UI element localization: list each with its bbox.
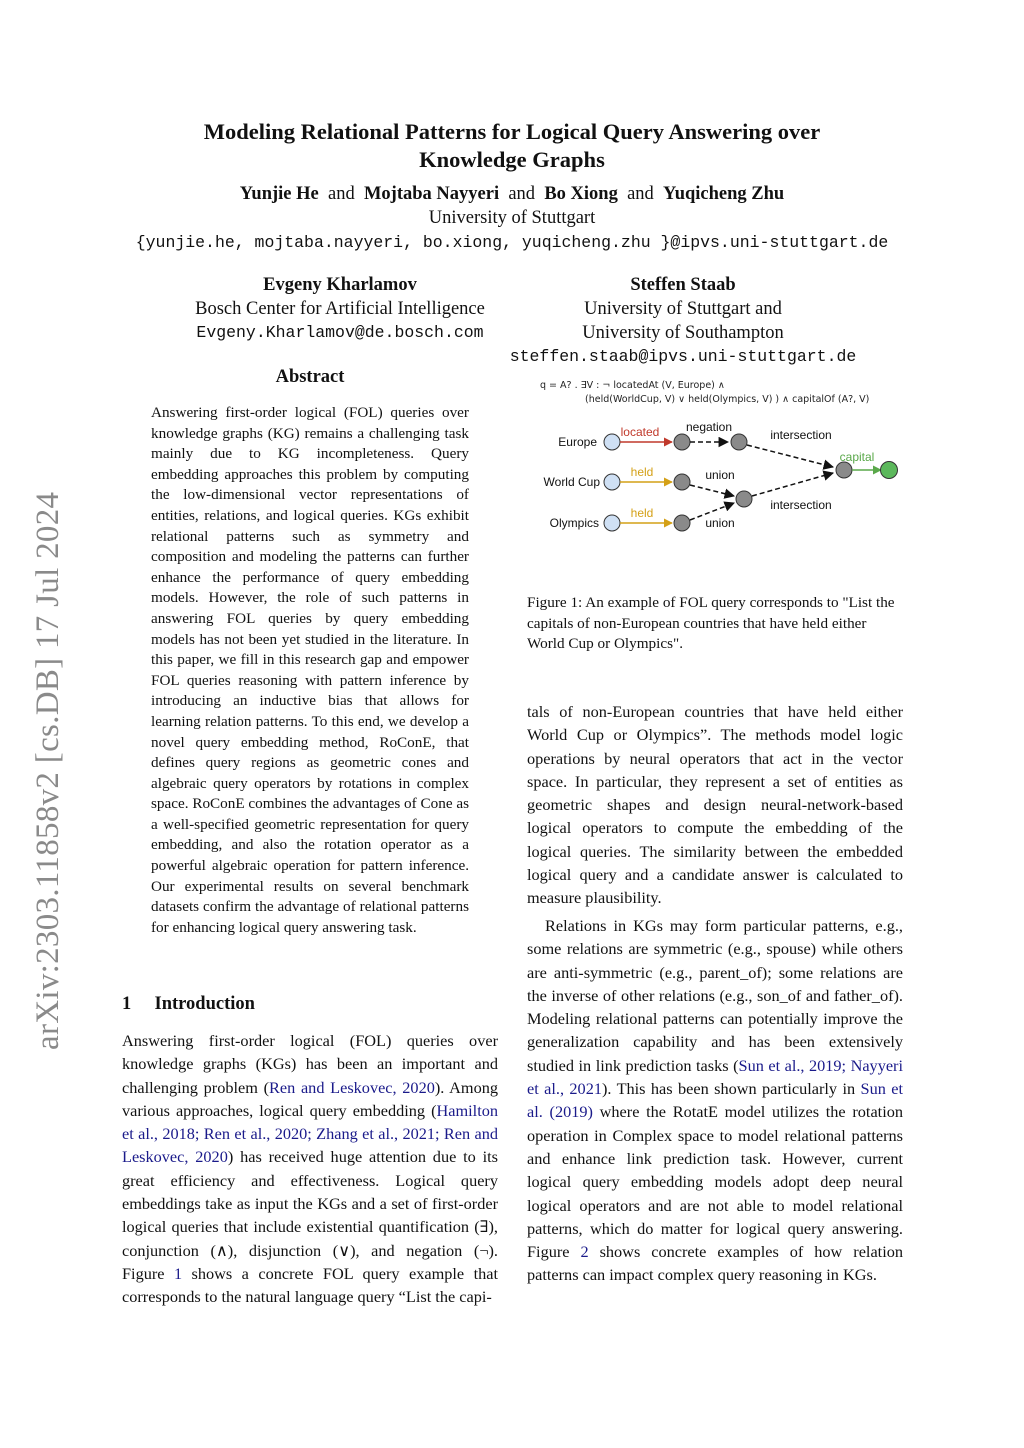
affiliation-main: University of Stuttgart: [428, 208, 596, 228]
edge-label-intersection: intersection: [770, 498, 832, 512]
edge-intersection-2: [752, 473, 833, 496]
body-text: Relations in KGs may form particular patterns, e.g., some relations are symmetric (e.g., spouse) while others are anti-symmetric (e.g., parent_of); some relations are the inverse of other relations (e.g., son_of and father_of). Modeling relational patterns can potentially improve the generalization capability and has been extensively studied in link prediction tasks (: [527, 916, 903, 1075]
author-affiliation: University of Stuttgart and: [584, 299, 782, 319]
figure-reference-link[interactable]: 2: [580, 1242, 589, 1262]
author-separator: and: [508, 184, 536, 204]
node-label-olympics: Olympics: [549, 516, 599, 530]
citation-link[interactable]: Sun et al., 2019; Nayyeri et al., 2021: [527, 1055, 904, 1099]
variable-node: [674, 434, 690, 450]
variable-node: [674, 515, 690, 531]
body-text: ) has received huge attention due to its great efficiency and effectiveness. Logical query embeddings take as input the KGs and a set of first-order logical queries that include existential quantification (∃), conjunction (∧), disjunction (∨), and negation (¬). Figure: [122, 1147, 499, 1283]
edge-label-held: held: [630, 465, 654, 479]
section-number: 1: [122, 994, 132, 1014]
figure-1-caption: Figure 1: An example of FOL query corresponds to "List the capitals of non-European countries that have held either World Cup or Olympics".: [527, 594, 895, 653]
edge-label-capital: capital: [839, 450, 875, 464]
edge-intersection-1: [747, 445, 833, 467]
variable-node: [674, 474, 690, 490]
negation-node: [731, 434, 747, 450]
author-name: Steffen Staab: [630, 275, 736, 295]
figure-reference-link[interactable]: 1: [173, 1263, 183, 1283]
edge-label-negation: negation: [685, 420, 733, 434]
body-text: ). This has been shown particularly in: [601, 1079, 861, 1099]
abstract-body: [151, 403, 469, 938]
author-name: Yuqicheng Zhu: [663, 184, 785, 204]
body-text: Answering first-order logical (FOL) queries over knowledge graphs (KGs) has been an important and challenging problem (: [122, 1031, 498, 1097]
arxiv-identifier: arXiv:2303.11858v2 [cs.DB] 17 Jul 2024: [30, 491, 66, 1050]
author-block-left: [160, 273, 520, 345]
edge-label-union: union: [705, 468, 735, 482]
author-list: [0, 182, 1024, 206]
anchor-node-europe: [604, 434, 620, 450]
intro-paragraph-1: [122, 1029, 498, 1309]
abstract-heading: Abstract: [275, 367, 345, 387]
section-title: Introduction: [154, 994, 255, 1014]
author-name: Evgeny Kharlamov: [263, 275, 417, 295]
author-email: Evgeny.Kharlamov@de.bosch.com: [196, 323, 484, 342]
title-line-1: Modeling Relational Patterns for Logical Query Answering over: [203, 119, 821, 144]
query-formula-line-1: q = A? . ∃V : ¬ locatedAt (V, Europe) ∧: [540, 380, 725, 391]
citation-link[interactable]: Sun et al. (2019): [527, 1079, 903, 1122]
edge-union-1: [690, 485, 734, 496]
node-label-europe: Europe: [558, 435, 597, 449]
edge-label-located: located: [620, 425, 660, 439]
body-text: shows concrete examples of how relation patterns can impact complex query reasoning in KGs.: [527, 1242, 904, 1285]
author-separator: and: [627, 184, 654, 204]
edge-label-intersection: intersection: [770, 428, 832, 442]
section-heading-introduction: [122, 994, 255, 1015]
author-affiliation: University of Southampton: [582, 323, 784, 343]
figure-1-diagram: [527, 372, 907, 542]
anchor-node-worldcup: [604, 474, 620, 490]
anchor-node-olympics: [604, 515, 620, 531]
body-text: ). Among various approaches, logical query embedding (: [122, 1077, 498, 1120]
author-name: Yunjie He: [239, 184, 319, 204]
node-label-worldcup: World Cup: [543, 475, 600, 489]
body-text: tals of non-European countries that have held either World Cup or Olympics”. The methods model logic operations by neural operators that act in the vector space. In particular, they represent a set of entities as geometric shapes and design neural-network-based logical operators to compute the embedding of the logical queries. The similarity between the embedded logical query and a candidate answer is calculated to measure plausibility.: [527, 702, 903, 908]
body-text: where the RotatE model utilizes the rotation operation in Complex space to model relational patterns and enhance link prediction task. However, current logical query embedding models adopt deep neural logical operators and are not able to model relational patterns, which do matter for logical query answering. Figure: [527, 1102, 904, 1262]
author-name: Mojtaba Nayyeri: [363, 184, 500, 204]
citation-link[interactable]: Ren and Leskovec, 2020: [269, 1077, 435, 1097]
abstract-text: Answering first-order logical (FOL) queries over knowledge graphs (KG) remains a challenging task mainly due to KG incompleteness. Query embedding approaches this problem by computing the low-dimensional vector representations of entities, relations, and logical queries. KGs exhibit relational patterns such as symmetry and composition and modeling the patterns can further enhance the performance of query embedding models. However, the role of such patterns in answering FOL queries by query embedding models has not been yet studied in the literature. In this paper, we fill in this research gap and empower FOL queries reasoning with pattern inference by introducing an inductive bias that allows for learning relation patterns. To this end, we develop a novel query embedding method, RoConE, that defines query regions as geometric cones and algebraic query operators by rotations in complex space. RoConE combines the advantages of Cone as a well-specified geometric representation for query embedding, and also the rotation operator as a powerful algebraic operation for pattern inference. Our experimental results on several benchmark datasets confirm the advantage of relational patterns for enhancing logical query answering task.: [151, 404, 470, 936]
intersection-node: [836, 462, 852, 478]
citation-link[interactable]: Hamilton et al., 2018; Ren et al., 2020; Zhang et al., 2021; Ren and Leskovec, 2020: [122, 1100, 498, 1167]
body-text: shows a concrete FOL query example that corresponds to the natural language query “List the capi-: [122, 1263, 498, 1307]
edge-label-held: held: [630, 506, 654, 520]
intro-paragraph-2: [527, 914, 903, 1287]
emails-main: {yunjie.he, mojtaba.nayyeri, bo.xiong, yuqicheng.zhu }@ipvs.uni-stuttgart.de: [135, 233, 889, 252]
author-email: steffen.staab@ipvs.uni-stuttgart.de: [509, 347, 857, 366]
edge-label-union: union: [705, 516, 735, 530]
author-affiliation: Bosch Center for Artificial Intelligence: [195, 299, 485, 319]
query-formula-line-2: (held(WorldCup, V) ∨ held(Olympics, V) ) ∧ capitalOf (A?, V): [585, 394, 870, 405]
paper-title: [0, 118, 1024, 174]
title-line-2: Knowledge Graphs: [419, 147, 605, 172]
answer-node: [881, 462, 898, 479]
intro-paragraph-1-continued: [527, 700, 903, 910]
union-node: [736, 491, 752, 507]
author-block-right: [500, 273, 866, 369]
author-separator: and: [328, 184, 355, 204]
author-name: Bo Xiong: [544, 184, 618, 204]
